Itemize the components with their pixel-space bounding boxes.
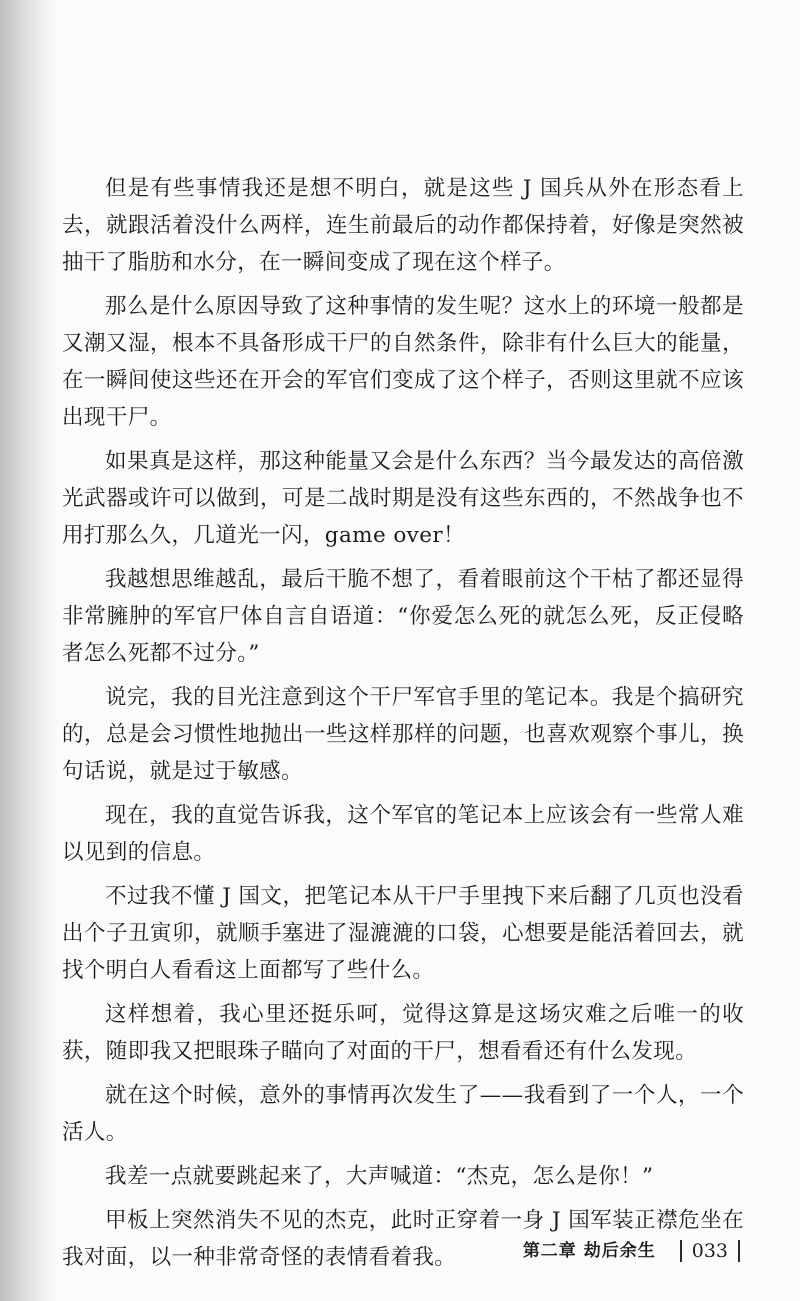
binding-gutter-shadow bbox=[0, 0, 58, 1301]
paragraph-1: 但是有些事情我还是想不明白，就是这些 J 国兵从外在形态看上去，就跟活着没什么两样，连生前最后的动作都保持着，好像是突然被抽干了脂肪和水分，在一瞬间变成了现在这个样子。 bbox=[62, 176, 744, 275]
paragraph-8: 这样想着，我心里还挺乐呵，觉得这算是这场灾难之后唯一的收获，随即我又把眼珠子瞄向了对面的干尸，想看看还有什么发现。 bbox=[62, 1002, 744, 1064]
paragraph-2: 那么是什么原因导致了这种事情的发生呢？这水上的环境一般都是又潮又湿，根本不具备形成干尸的自然条件，除非有什么巨大的能量，在一瞬间使这些还在开会的军官们变成了这个样子，否则这里就不应该出现干尸。 bbox=[62, 294, 744, 430]
paragraph-3: 如果真是这样，那这种能量又会是什么东西？当今最发达的高倍激光武器或许可以做到，可是二战时期是没有这些东西的，不然战争也不用打那么久，几道光一闪，game over！ bbox=[62, 449, 744, 548]
paragraph-11: 甲板上突然消失不见的杰克，此时正穿着一身 J 国军装正襟危坐在我对面，以一种非常奇怪的表情看着我。 bbox=[62, 1208, 744, 1270]
footer-divider-left bbox=[680, 1240, 682, 1262]
paragraph-9: 就在这个时候，意外的事情再次发生了——我看到了一个人，一个活人。 bbox=[62, 1083, 744, 1145]
paragraph-7: 不过我不懂 J 国文，把笔记本从干尸手里拽下来后翻了几页也没看出个子丑寅卯，就顺手塞进了湿漉漉的口袋，心想要是能活着回去，就找个明白人看看这上面都写了些什么。 bbox=[62, 884, 744, 983]
paragraph-6: 现在，我的直觉告诉我，这个军官的笔记本上应该会有一些常人难以见到的信息。 bbox=[62, 803, 744, 865]
page-number: 033 bbox=[691, 1240, 728, 1262]
footer-divider-right bbox=[738, 1240, 740, 1262]
paragraph-4: 我越想思维越乱，最后干脆不想了，看着眼前这个干枯了都还显得非常臃肿的军官尸体自言自语道：“你爱怎么死的就怎么死，反正侵略者怎么死都不过分。” bbox=[62, 567, 744, 666]
page-body bbox=[62, 170, 744, 1283]
chapter-title: 第二章 劫后余生 bbox=[522, 1241, 656, 1261]
paragraph-5: 说完，我的目光注意到这个干尸军官手里的笔记本。我是个搞研究的，总是会习惯性地抛出一些这样那样的问题，也喜欢观察个事儿，换句话说，就是过于敏感。 bbox=[62, 685, 744, 784]
paragraph-10: 我差一点就要跳起来了，大声喊道：“杰克，怎么是你！” bbox=[105, 1164, 654, 1189]
page-footer bbox=[523, 1239, 740, 1263]
